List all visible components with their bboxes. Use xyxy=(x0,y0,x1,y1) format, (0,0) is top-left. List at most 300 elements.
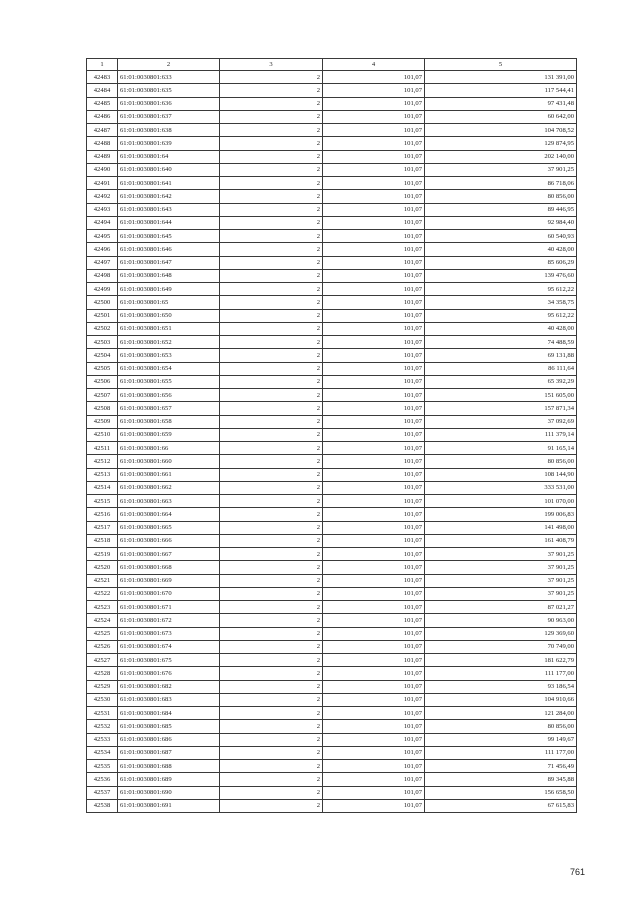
cadastral-number-cell: 61:01:0030801:641 xyxy=(118,177,220,190)
cadastral-number-cell: 61:01:0030801:686 xyxy=(118,733,220,746)
category-cell: 2 xyxy=(220,216,323,229)
cadastral-number-cell: 61:01:0030801:666 xyxy=(118,534,220,547)
cadastral-number-cell: 61:01:0030801:651 xyxy=(118,322,220,335)
category-cell: 2 xyxy=(220,389,323,402)
rate-cell: 101,07 xyxy=(323,773,425,786)
column-header-3: 3 xyxy=(220,59,323,71)
cadastral-number-cell: 61:01:0030801:690 xyxy=(118,786,220,799)
cadastral-number-cell: 61:01:0030801:674 xyxy=(118,640,220,653)
rate-cell: 101,07 xyxy=(323,296,425,309)
value-cell: 117 544,41 xyxy=(425,84,577,97)
rate-cell: 101,07 xyxy=(323,667,425,680)
row-number-cell: 42530 xyxy=(87,693,118,706)
value-cell: 37 901,25 xyxy=(425,587,577,600)
rate-cell: 101,07 xyxy=(323,402,425,415)
cadastral-number-cell: 61:01:0030801:657 xyxy=(118,402,220,415)
category-cell: 2 xyxy=(220,468,323,481)
rate-cell: 101,07 xyxy=(323,389,425,402)
row-number-cell: 42518 xyxy=(87,534,118,547)
value-cell: 181 622,79 xyxy=(425,654,577,667)
row-number-cell: 42510 xyxy=(87,428,118,441)
category-cell: 2 xyxy=(220,428,323,441)
category-cell: 2 xyxy=(220,256,323,269)
category-cell: 2 xyxy=(220,786,323,799)
value-cell: 65 392,29 xyxy=(425,375,577,388)
row-number-cell: 42524 xyxy=(87,614,118,627)
cadastral-number-cell: 61:01:0030801:643 xyxy=(118,203,220,216)
value-cell: 34 358,75 xyxy=(425,296,577,309)
category-cell: 2 xyxy=(220,746,323,759)
table-row xyxy=(87,773,577,786)
row-number-cell: 42517 xyxy=(87,521,118,534)
category-cell: 2 xyxy=(220,243,323,256)
rate-cell: 101,07 xyxy=(323,322,425,335)
table-row xyxy=(87,786,577,799)
category-cell: 2 xyxy=(220,720,323,733)
table-row xyxy=(87,799,577,812)
rate-cell: 101,07 xyxy=(323,349,425,362)
row-number-cell: 42536 xyxy=(87,773,118,786)
row-number-cell: 42516 xyxy=(87,508,118,521)
cadastral-number-cell: 61:01:0030801:691 xyxy=(118,799,220,812)
value-cell: 97 431,48 xyxy=(425,97,577,110)
row-number-cell: 42522 xyxy=(87,587,118,600)
category-cell: 2 xyxy=(220,415,323,428)
table-row xyxy=(87,216,577,229)
row-number-cell: 42520 xyxy=(87,561,118,574)
row-number-cell: 42505 xyxy=(87,362,118,375)
rate-cell: 101,07 xyxy=(323,707,425,720)
rate-cell: 101,07 xyxy=(323,84,425,97)
value-cell: 67 615,83 xyxy=(425,799,577,812)
value-cell: 70 749,00 xyxy=(425,640,577,653)
table-row xyxy=(87,402,577,415)
rate-cell: 101,07 xyxy=(323,415,425,428)
row-number-cell: 42533 xyxy=(87,733,118,746)
rate-cell: 101,07 xyxy=(323,283,425,296)
rate-cell: 101,07 xyxy=(323,495,425,508)
cadastral-number-cell: 61:01:0030801:654 xyxy=(118,362,220,375)
rate-cell: 101,07 xyxy=(323,481,425,494)
table-row xyxy=(87,190,577,203)
row-number-cell: 42526 xyxy=(87,640,118,653)
cadastral-number-cell: 61:01:0030801:658 xyxy=(118,415,220,428)
table-row xyxy=(87,455,577,468)
table-row xyxy=(87,322,577,335)
row-number-cell: 42499 xyxy=(87,283,118,296)
category-cell: 2 xyxy=(220,799,323,812)
rate-cell: 101,07 xyxy=(323,269,425,282)
table-row xyxy=(87,124,577,137)
row-number-cell: 42512 xyxy=(87,455,118,468)
table-row xyxy=(87,256,577,269)
table-row xyxy=(87,177,577,190)
value-cell: 95 612,22 xyxy=(425,283,577,296)
rate-cell: 101,07 xyxy=(323,336,425,349)
cadastral-number-cell: 61:01:0030801:652 xyxy=(118,336,220,349)
category-cell: 2 xyxy=(220,110,323,123)
value-cell: 87 021,27 xyxy=(425,601,577,614)
column-header-5: 5 xyxy=(425,59,577,71)
value-cell: 85 606,29 xyxy=(425,256,577,269)
cadastral-number-cell: 61:01:0030801:683 xyxy=(118,693,220,706)
table-row xyxy=(87,375,577,388)
row-number-cell: 42498 xyxy=(87,269,118,282)
rate-cell: 101,07 xyxy=(323,137,425,150)
value-cell: 93 186,54 xyxy=(425,680,577,693)
rate-cell: 101,07 xyxy=(323,786,425,799)
table-row xyxy=(87,442,577,455)
value-cell: 37 901,25 xyxy=(425,574,577,587)
value-cell: 129 874,95 xyxy=(425,137,577,150)
cadastral-number-cell: 61:01:0030801:653 xyxy=(118,349,220,362)
value-cell: 101 070,00 xyxy=(425,495,577,508)
rate-cell: 101,07 xyxy=(323,521,425,534)
value-cell: 37 092,69 xyxy=(425,415,577,428)
row-number-cell: 42534 xyxy=(87,746,118,759)
table-row xyxy=(87,296,577,309)
row-number-cell: 42495 xyxy=(87,230,118,243)
data-table xyxy=(86,58,577,813)
table-row xyxy=(87,349,577,362)
cadastral-number-cell: 61:01:0030801:646 xyxy=(118,243,220,256)
value-cell: 90 963,00 xyxy=(425,614,577,627)
category-cell: 2 xyxy=(220,97,323,110)
table-row xyxy=(87,627,577,640)
category-cell: 2 xyxy=(220,601,323,614)
category-cell: 2 xyxy=(220,269,323,282)
table-row xyxy=(87,283,577,296)
table-row xyxy=(87,495,577,508)
category-cell: 2 xyxy=(220,548,323,561)
category-cell: 2 xyxy=(220,442,323,455)
column-header-1: 1 xyxy=(87,59,118,71)
cadastral-number-cell: 61:01:0030801:676 xyxy=(118,667,220,680)
rate-cell: 101,07 xyxy=(323,256,425,269)
row-number-cell: 42489 xyxy=(87,150,118,163)
row-number-cell: 42511 xyxy=(87,442,118,455)
row-number-cell: 42537 xyxy=(87,786,118,799)
value-cell: 161 408,79 xyxy=(425,534,577,547)
row-number-cell: 42501 xyxy=(87,309,118,322)
category-cell: 2 xyxy=(220,733,323,746)
table-row xyxy=(87,521,577,534)
row-number-cell: 42529 xyxy=(87,680,118,693)
table-row xyxy=(87,481,577,494)
value-cell: 80 856,00 xyxy=(425,455,577,468)
rate-cell: 101,07 xyxy=(323,97,425,110)
cadastral-number-cell: 61:01:0030801:649 xyxy=(118,283,220,296)
column-header-2: 2 xyxy=(118,59,220,71)
value-cell: 139 476,60 xyxy=(425,269,577,282)
category-cell: 2 xyxy=(220,124,323,137)
value-cell: 92 984,40 xyxy=(425,216,577,229)
value-cell: 157 871,34 xyxy=(425,402,577,415)
table-row xyxy=(87,71,577,84)
cadastral-number-cell: 61:01:0030801:659 xyxy=(118,428,220,441)
category-cell: 2 xyxy=(220,508,323,521)
rate-cell: 101,07 xyxy=(323,799,425,812)
row-number-cell: 42513 xyxy=(87,468,118,481)
category-cell: 2 xyxy=(220,137,323,150)
category-cell: 2 xyxy=(220,283,323,296)
category-cell: 2 xyxy=(220,574,323,587)
value-cell: 131 391,00 xyxy=(425,71,577,84)
cadastral-number-cell: 61:01:0030801:688 xyxy=(118,760,220,773)
value-cell: 37 901,25 xyxy=(425,548,577,561)
cadastral-number-cell: 61:01:0030801:64 xyxy=(118,150,220,163)
row-number-cell: 42531 xyxy=(87,707,118,720)
category-cell: 2 xyxy=(220,203,323,216)
table-row xyxy=(87,707,577,720)
cadastral-number-cell: 61:01:0030801:656 xyxy=(118,389,220,402)
value-cell: 111 177,00 xyxy=(425,667,577,680)
cadastral-number-cell: 61:01:0030801:640 xyxy=(118,163,220,176)
row-number-cell: 42492 xyxy=(87,190,118,203)
value-cell: 202 140,00 xyxy=(425,150,577,163)
rate-cell: 101,07 xyxy=(323,548,425,561)
table-row xyxy=(87,203,577,216)
category-cell: 2 xyxy=(220,627,323,640)
table-row xyxy=(87,667,577,680)
category-cell: 2 xyxy=(220,177,323,190)
value-cell: 111 177,00 xyxy=(425,746,577,759)
row-number-cell: 42497 xyxy=(87,256,118,269)
cadastral-number-cell: 61:01:0030801:650 xyxy=(118,309,220,322)
value-cell: 104 708,52 xyxy=(425,124,577,137)
row-number-cell: 42515 xyxy=(87,495,118,508)
cadastral-number-cell: 61:01:0030801:687 xyxy=(118,746,220,759)
cadastral-number-cell: 61:01:0030801:639 xyxy=(118,137,220,150)
cadastral-number-cell: 61:01:0030801:647 xyxy=(118,256,220,269)
rate-cell: 101,07 xyxy=(323,468,425,481)
table-row xyxy=(87,269,577,282)
category-cell: 2 xyxy=(220,654,323,667)
rate-cell: 101,07 xyxy=(323,746,425,759)
table-row xyxy=(87,163,577,176)
rate-cell: 101,07 xyxy=(323,587,425,600)
cadastral-number-cell: 61:01:0030801:667 xyxy=(118,548,220,561)
rate-cell: 101,07 xyxy=(323,534,425,547)
table-row xyxy=(87,230,577,243)
row-number-cell: 42525 xyxy=(87,627,118,640)
row-number-cell: 42503 xyxy=(87,336,118,349)
category-cell: 2 xyxy=(220,760,323,773)
table-row xyxy=(87,415,577,428)
page-number: 761 xyxy=(569,867,585,877)
table-row xyxy=(87,640,577,653)
category-cell: 2 xyxy=(220,71,323,84)
value-cell: 74 488,59 xyxy=(425,336,577,349)
table-row xyxy=(87,137,577,150)
cadastral-number-cell: 61:01:0030801:642 xyxy=(118,190,220,203)
rate-cell: 101,07 xyxy=(323,693,425,706)
cadastral-number-cell: 61:01:0030801:664 xyxy=(118,508,220,521)
cadastral-number-cell: 61:01:0030801:635 xyxy=(118,84,220,97)
row-number-cell: 42527 xyxy=(87,654,118,667)
value-cell: 69 131,88 xyxy=(425,349,577,362)
row-number-cell: 42483 xyxy=(87,71,118,84)
value-cell: 333 531,00 xyxy=(425,481,577,494)
value-cell: 80 856,00 xyxy=(425,720,577,733)
category-cell: 2 xyxy=(220,362,323,375)
table-row xyxy=(87,243,577,256)
value-cell: 37 901,25 xyxy=(425,561,577,574)
table-row xyxy=(87,508,577,521)
cadastral-number-cell: 61:01:0030801:65 xyxy=(118,296,220,309)
cadastral-number-cell: 61:01:0030801:655 xyxy=(118,375,220,388)
row-number-cell: 42508 xyxy=(87,402,118,415)
table-row xyxy=(87,654,577,667)
table-row xyxy=(87,561,577,574)
value-cell: 199 006,83 xyxy=(425,508,577,521)
value-cell: 86 111,64 xyxy=(425,362,577,375)
table-row xyxy=(87,720,577,733)
rate-cell: 101,07 xyxy=(323,243,425,256)
cadastral-number-cell: 61:01:0030801:682 xyxy=(118,680,220,693)
rate-cell: 101,07 xyxy=(323,190,425,203)
value-cell: 111 379,14 xyxy=(425,428,577,441)
table-row xyxy=(87,587,577,600)
category-cell: 2 xyxy=(220,680,323,693)
category-cell: 2 xyxy=(220,587,323,600)
value-cell: 86 718,06 xyxy=(425,177,577,190)
table-row xyxy=(87,362,577,375)
table-row xyxy=(87,336,577,349)
rate-cell: 101,07 xyxy=(323,442,425,455)
table-body xyxy=(87,71,577,813)
table-row xyxy=(87,97,577,110)
category-cell: 2 xyxy=(220,534,323,547)
category-cell: 2 xyxy=(220,481,323,494)
row-number-cell: 42514 xyxy=(87,481,118,494)
category-cell: 2 xyxy=(220,495,323,508)
cadastral-number-cell: 61:01:0030801:637 xyxy=(118,110,220,123)
rate-cell: 101,07 xyxy=(323,177,425,190)
row-number-cell: 42496 xyxy=(87,243,118,256)
value-cell: 60 540,93 xyxy=(425,230,577,243)
rate-cell: 101,07 xyxy=(323,508,425,521)
category-cell: 2 xyxy=(220,190,323,203)
table-row xyxy=(87,110,577,123)
value-cell: 89 446,95 xyxy=(425,203,577,216)
row-number-cell: 42502 xyxy=(87,322,118,335)
rate-cell: 101,07 xyxy=(323,203,425,216)
rate-cell: 101,07 xyxy=(323,309,425,322)
value-cell: 71 456,49 xyxy=(425,760,577,773)
value-cell: 99 149,67 xyxy=(425,733,577,746)
row-number-cell: 42491 xyxy=(87,177,118,190)
category-cell: 2 xyxy=(220,296,323,309)
rate-cell: 101,07 xyxy=(323,150,425,163)
table-row xyxy=(87,84,577,97)
table-row xyxy=(87,680,577,693)
row-number-cell: 42519 xyxy=(87,548,118,561)
row-number-cell: 42528 xyxy=(87,667,118,680)
row-number-cell: 42507 xyxy=(87,389,118,402)
category-cell: 2 xyxy=(220,322,323,335)
table-header xyxy=(87,59,577,71)
rate-cell: 101,07 xyxy=(323,375,425,388)
rate-cell: 101,07 xyxy=(323,627,425,640)
value-cell: 40 428,00 xyxy=(425,243,577,256)
rate-cell: 101,07 xyxy=(323,216,425,229)
cadastral-number-cell: 61:01:0030801:668 xyxy=(118,561,220,574)
header-row xyxy=(87,59,577,71)
category-cell: 2 xyxy=(220,375,323,388)
cadastral-number-cell: 61:01:0030801:669 xyxy=(118,574,220,587)
rate-cell: 101,07 xyxy=(323,163,425,176)
cadastral-number-cell: 61:01:0030801:638 xyxy=(118,124,220,137)
value-cell: 129 369,60 xyxy=(425,627,577,640)
table-row xyxy=(87,428,577,441)
cadastral-number-cell: 61:01:0030801:645 xyxy=(118,230,220,243)
row-number-cell: 42521 xyxy=(87,574,118,587)
cadastral-number-cell: 61:01:0030801:673 xyxy=(118,627,220,640)
row-number-cell: 42509 xyxy=(87,415,118,428)
table-row xyxy=(87,733,577,746)
rate-cell: 101,07 xyxy=(323,362,425,375)
rate-cell: 101,07 xyxy=(323,574,425,587)
category-cell: 2 xyxy=(220,455,323,468)
row-number-cell: 42532 xyxy=(87,720,118,733)
category-cell: 2 xyxy=(220,150,323,163)
table-row xyxy=(87,601,577,614)
rate-cell: 101,07 xyxy=(323,455,425,468)
column-header-4: 4 xyxy=(323,59,425,71)
cadastral-number-cell: 61:01:0030801:662 xyxy=(118,481,220,494)
table-row xyxy=(87,760,577,773)
category-cell: 2 xyxy=(220,521,323,534)
rate-cell: 101,07 xyxy=(323,733,425,746)
cadastral-number-cell: 61:01:0030801:665 xyxy=(118,521,220,534)
cadastral-number-cell: 61:01:0030801:648 xyxy=(118,269,220,282)
row-number-cell: 42490 xyxy=(87,163,118,176)
row-number-cell: 42487 xyxy=(87,124,118,137)
cadastral-number-cell: 61:01:0030801:636 xyxy=(118,97,220,110)
cadastral-number-cell: 61:01:0030801:671 xyxy=(118,601,220,614)
row-number-cell: 42500 xyxy=(87,296,118,309)
cadastral-number-cell: 61:01:0030801:661 xyxy=(118,468,220,481)
table-row xyxy=(87,534,577,547)
category-cell: 2 xyxy=(220,614,323,627)
rate-cell: 101,07 xyxy=(323,428,425,441)
value-cell: 104 910,66 xyxy=(425,693,577,706)
cadastral-number-cell: 61:01:0030801:685 xyxy=(118,720,220,733)
value-cell: 151 605,00 xyxy=(425,389,577,402)
value-cell: 80 856,00 xyxy=(425,190,577,203)
cadastral-number-cell: 61:01:0030801:675 xyxy=(118,654,220,667)
rate-cell: 101,07 xyxy=(323,124,425,137)
rate-cell: 101,07 xyxy=(323,110,425,123)
category-cell: 2 xyxy=(220,230,323,243)
value-cell: 108 144,90 xyxy=(425,468,577,481)
row-number-cell: 42538 xyxy=(87,799,118,812)
category-cell: 2 xyxy=(220,309,323,322)
rate-cell: 101,07 xyxy=(323,71,425,84)
row-number-cell: 42484 xyxy=(87,84,118,97)
row-number-cell: 42535 xyxy=(87,760,118,773)
row-number-cell: 42485 xyxy=(87,97,118,110)
cadastral-number-cell: 61:01:0030801:670 xyxy=(118,587,220,600)
cadastral-number-cell: 61:01:0030801:663 xyxy=(118,495,220,508)
row-number-cell: 42488 xyxy=(87,137,118,150)
rate-cell: 101,07 xyxy=(323,760,425,773)
cadastral-number-cell: 61:01:0030801:633 xyxy=(118,71,220,84)
category-cell: 2 xyxy=(220,693,323,706)
value-cell: 141 498,00 xyxy=(425,521,577,534)
value-cell: 37 901,25 xyxy=(425,163,577,176)
